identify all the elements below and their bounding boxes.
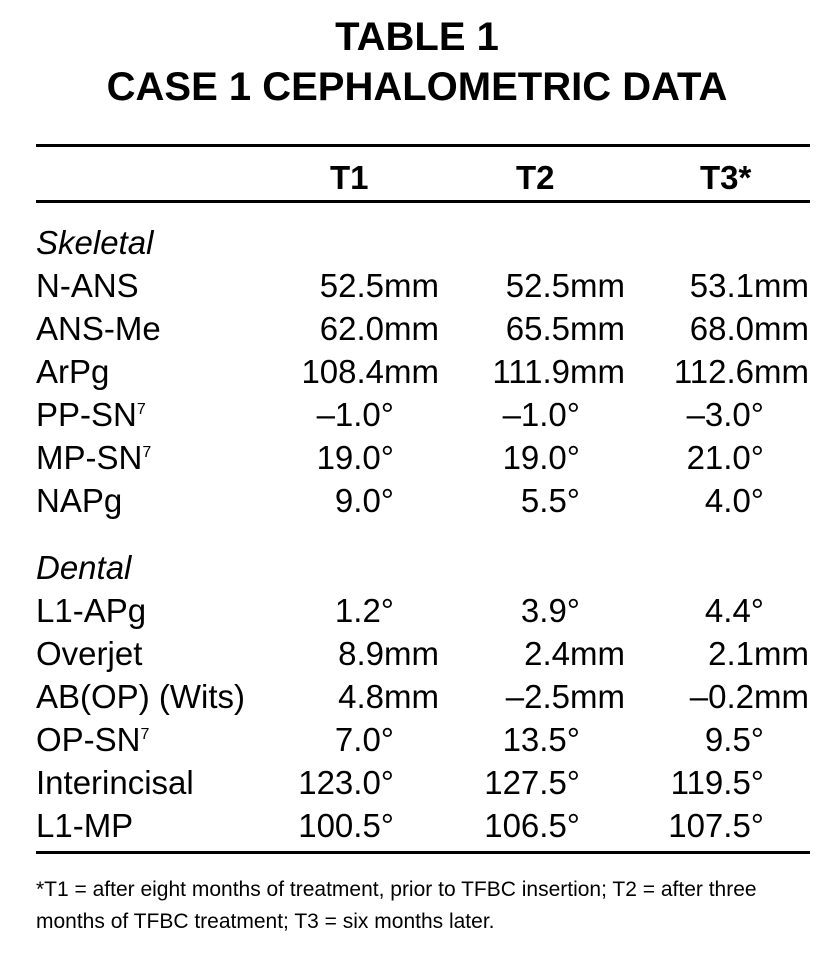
row-label-text: L1-MP — [36, 807, 134, 844]
header-rule — [36, 200, 810, 203]
value-t3: 4.4° — [704, 592, 764, 629]
value-t1: –1.0° — [316, 396, 394, 433]
row-label — [36, 761, 194, 804]
table-row — [0, 804, 834, 847]
value-t1: 108.4mm — [301, 353, 439, 390]
row-label-text: MP-SN — [36, 439, 143, 476]
value-t2: 3.9° — [520, 592, 580, 629]
value-t1: 8.9mm — [338, 635, 439, 672]
value-t2: 2.4mm — [524, 635, 625, 672]
value-t2: 106.5° — [484, 807, 580, 844]
value-t1: 19.0° — [316, 439, 394, 476]
value-t3: 112.6mm — [673, 353, 809, 390]
value-t1: 7.0° — [334, 721, 394, 758]
value-t1: 52.5mm — [319, 267, 439, 304]
table-row — [0, 350, 834, 393]
reference-superscript: 7 — [142, 444, 152, 461]
row-label — [36, 718, 149, 761]
row-label — [36, 589, 146, 632]
value-t2: 19.0° — [502, 439, 580, 476]
table-row — [0, 393, 834, 436]
row-label-text: AB(OP) (Wits) — [36, 678, 245, 715]
table-row — [0, 479, 834, 522]
table-row — [0, 675, 834, 718]
row-label-text: Interincisal — [36, 764, 194, 801]
table-row — [0, 632, 834, 675]
value-t1: 1.2° — [334, 592, 394, 629]
table-row — [0, 718, 834, 761]
row-label-text: PP-SN — [36, 396, 137, 433]
value-t2: –2.5mm — [505, 678, 625, 715]
value-t1: 9.0° — [334, 482, 394, 519]
reference-superscript: 7 — [136, 401, 146, 418]
value-t2: 127.5° — [484, 764, 580, 801]
value-t3: 107.5° — [668, 807, 764, 844]
row-label-text: Overjet — [36, 635, 143, 672]
value-t2: –1.0° — [502, 396, 580, 433]
row-label — [36, 264, 139, 307]
value-t3: –3.0° — [686, 396, 764, 433]
row-label-text: L1-APg — [36, 592, 147, 629]
section-header-skeletal — [0, 221, 834, 264]
row-label-text: N-ANS — [36, 267, 139, 304]
value-t3: 53.1mm — [689, 267, 809, 304]
table-title-line1: TABLE 1 — [335, 15, 499, 59]
section-header-dental — [0, 546, 834, 589]
table-row — [0, 307, 834, 350]
column-header-t2: T2 — [516, 159, 555, 196]
section-label: Skeletal — [36, 224, 154, 261]
table-footnote: *T1 = after eight months of treatment, prior to TFBC insertion; T2 = after three months of TFBC treatment; T3 = six months later. — [36, 878, 757, 933]
row-label-text: NAPg — [36, 482, 123, 519]
table-row — [0, 589, 834, 632]
value-t3: 119.5° — [670, 764, 764, 801]
row-label — [36, 393, 146, 436]
value-t1: 62.0mm — [319, 310, 439, 347]
row-label-text: ANS-Me — [36, 310, 161, 347]
row-label — [36, 479, 122, 522]
value-t3: –0.2mm — [689, 678, 809, 715]
value-t2: 111.9mm — [492, 353, 625, 390]
value-t1: 123.0° — [298, 764, 394, 801]
reference-superscript: 7 — [140, 726, 150, 743]
column-header-t1: T1 — [330, 159, 369, 196]
value-t1: 4.8mm — [338, 678, 439, 715]
top-rule — [36, 144, 810, 147]
value-t3: 68.0mm — [689, 310, 809, 347]
value-t2: 65.5mm — [505, 310, 625, 347]
value-t2: 5.5° — [520, 482, 580, 519]
value-t3: 2.1mm — [708, 635, 809, 672]
column-header-t3: T3* — [700, 159, 752, 196]
value-t3: 9.5° — [704, 721, 764, 758]
row-label — [36, 675, 245, 718]
row-label-text: OP-SN — [36, 721, 141, 758]
value-t3: 21.0° — [686, 439, 764, 476]
row-label — [36, 350, 109, 393]
value-t3: 4.0° — [704, 482, 764, 519]
table-row — [0, 761, 834, 804]
bottom-rule — [36, 851, 810, 854]
value-t1: 100.5° — [298, 807, 394, 844]
row-label — [36, 632, 142, 675]
row-label — [36, 307, 161, 350]
section-label: Dental — [36, 549, 132, 586]
table-row — [0, 264, 834, 307]
table-title-line2: CASE 1 CEPHALOMETRIC DATA — [106, 65, 728, 109]
row-label — [36, 436, 151, 479]
table-row — [0, 436, 834, 479]
row-label-text: ArPg — [36, 353, 110, 390]
value-t2: 13.5° — [502, 721, 580, 758]
value-t2: 52.5mm — [505, 267, 625, 304]
row-label — [36, 804, 133, 847]
